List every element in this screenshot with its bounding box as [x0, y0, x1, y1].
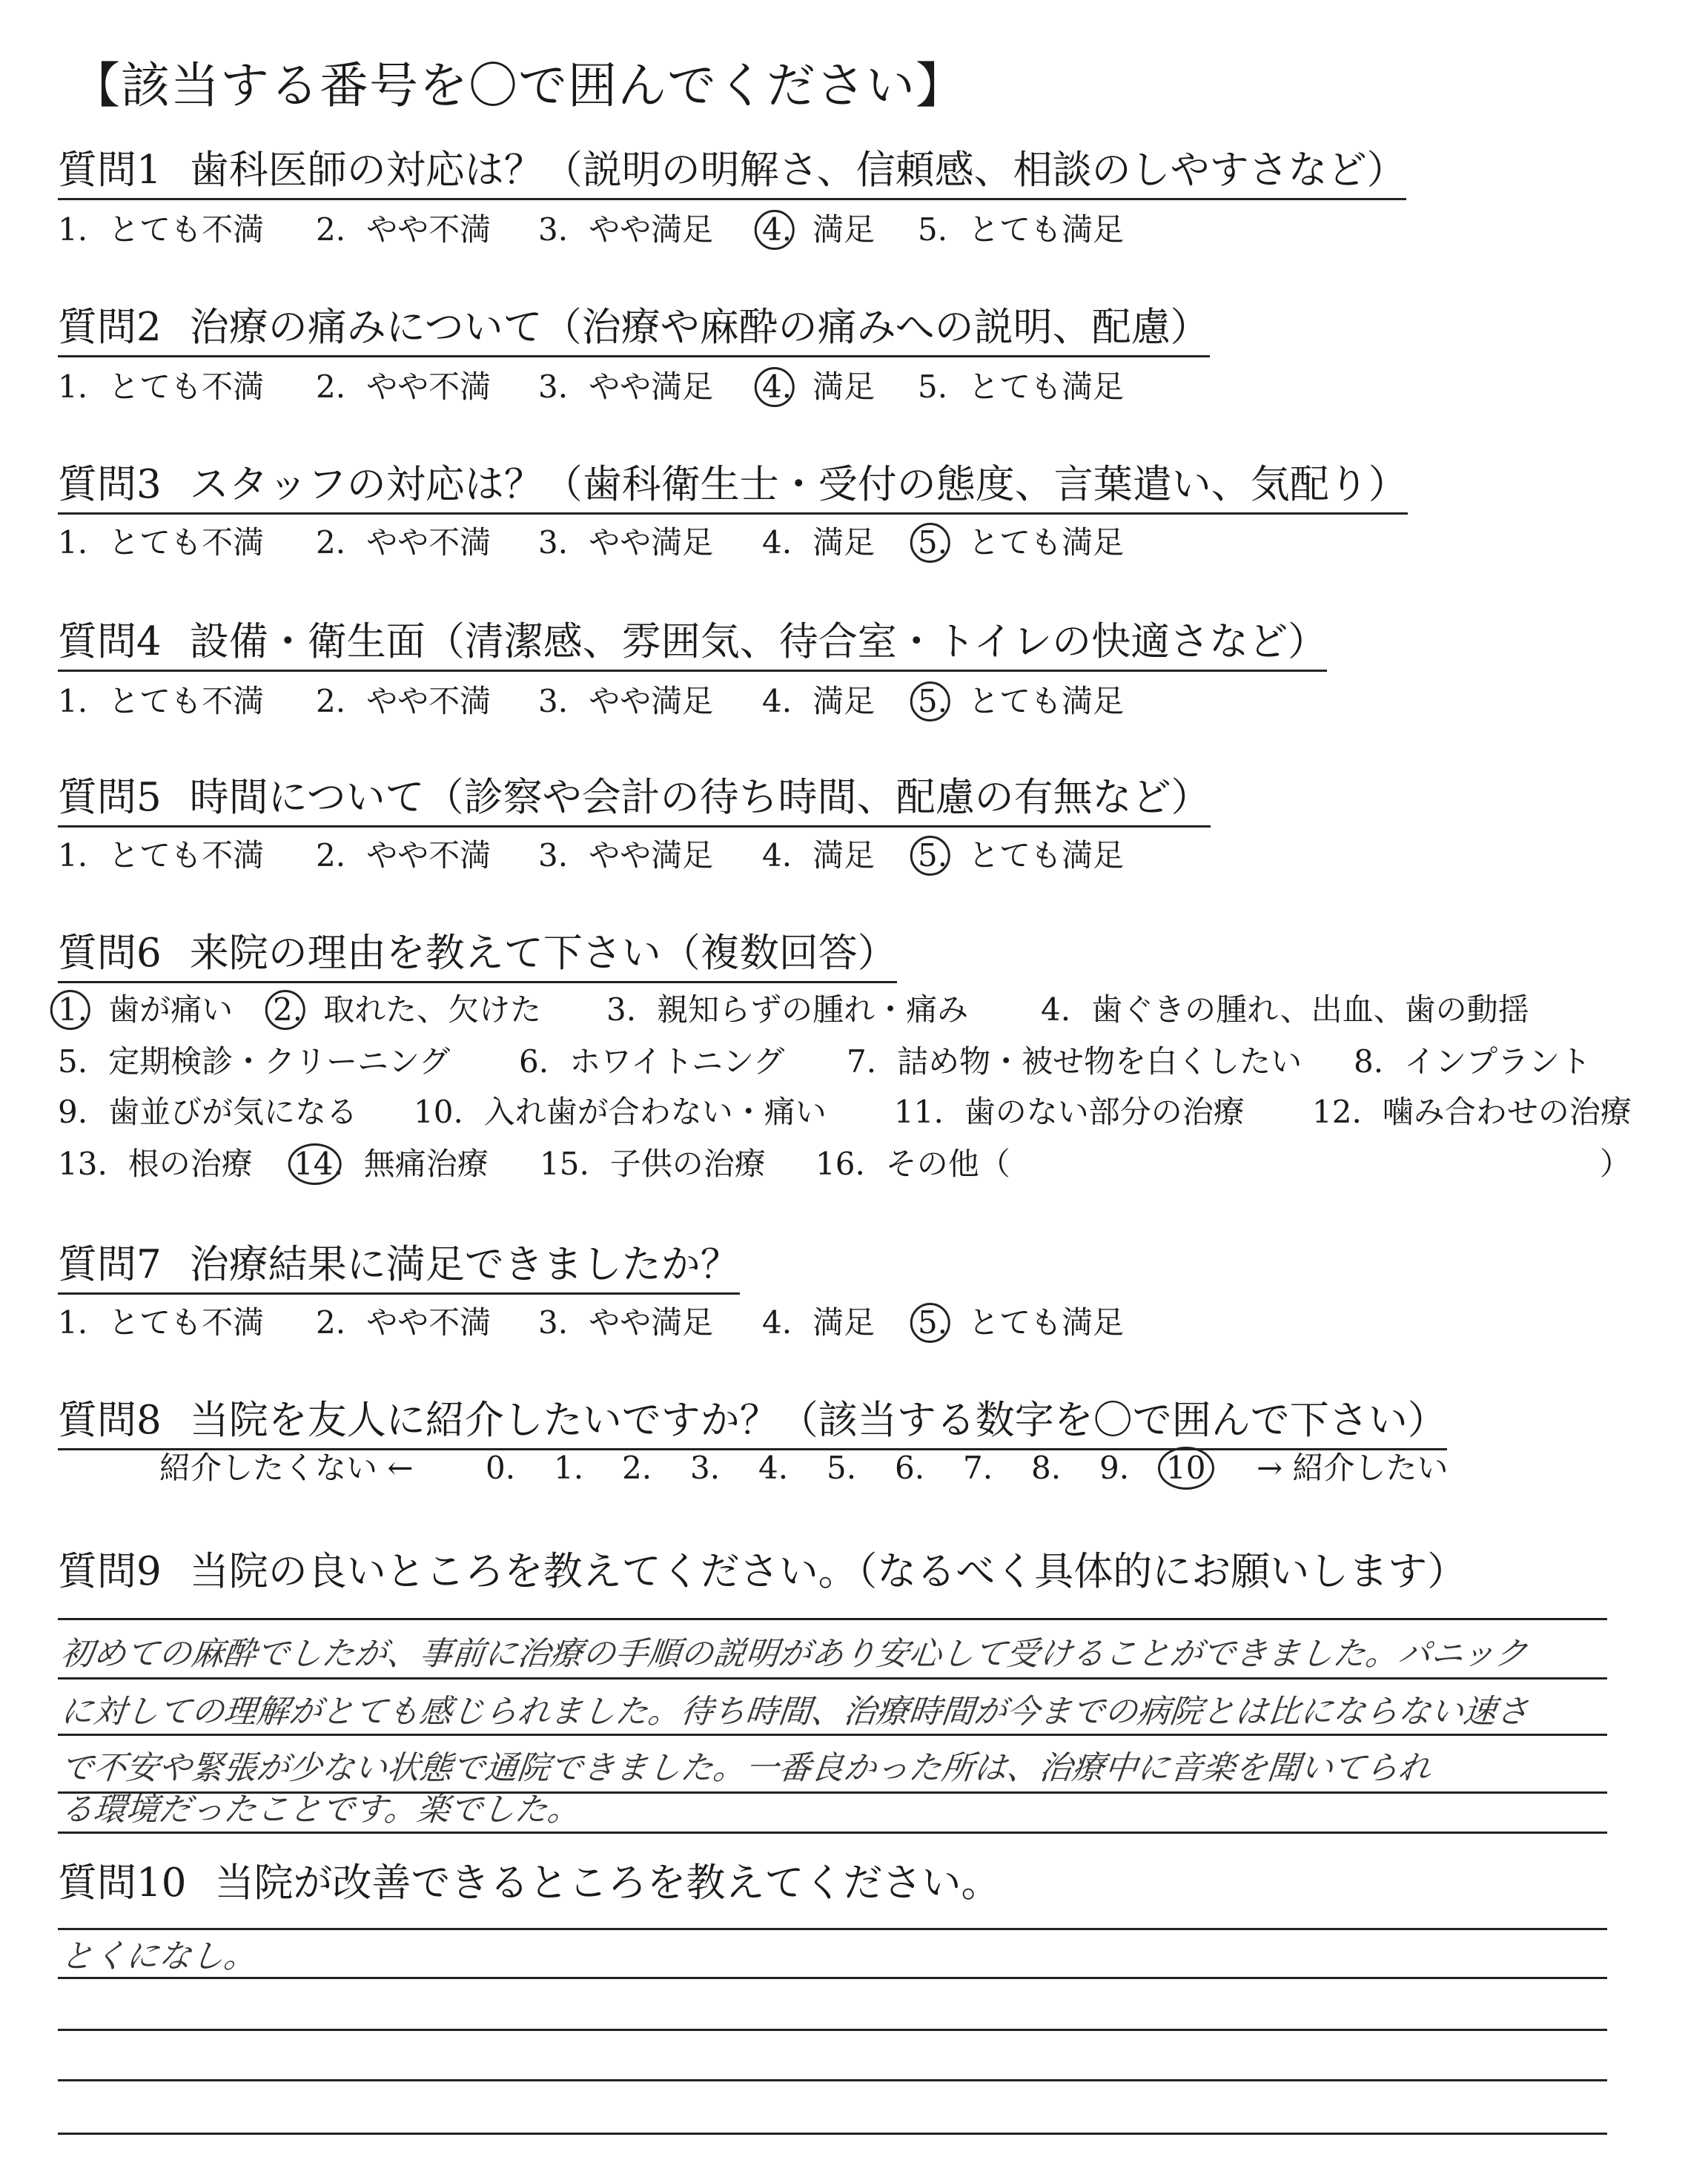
rating-option — [762, 522, 875, 564]
rating-option — [918, 835, 1124, 876]
other-close-paren: ） — [1600, 1146, 1632, 1182]
reason-option: 13. 根の治療 — [58, 1146, 253, 1182]
reason-option: 3. 親知らずの腫れ・痛み — [606, 991, 969, 1028]
reason-option: 1. 歯が痛い — [58, 989, 233, 1031]
question-8-title — [58, 1398, 1447, 1450]
scale-value: 8. — [1031, 1450, 1062, 1486]
rating-option-label: とても満足 — [968, 683, 1125, 719]
answer-line — [58, 1677, 1607, 1680]
question-text: 歯科医師の対応は？（説明の明解さ、信頼感、相談のしやすさなど） — [189, 148, 1406, 193]
rating-option-number: 2. — [316, 524, 346, 561]
answer-line — [58, 2079, 1607, 2081]
question-6-title — [58, 931, 897, 983]
question-label: 質問1 — [58, 148, 162, 193]
scale-value: 4. — [758, 1450, 789, 1486]
scale-left-label: 紹介したくない ← — [159, 1450, 414, 1486]
rating-option-number: 5. — [918, 211, 948, 248]
question-label: 質問8 — [58, 1398, 162, 1443]
rating-option — [918, 1302, 1124, 1344]
rating-option-number: 3. — [538, 524, 569, 561]
question-3-title — [58, 463, 1408, 515]
rating-option-label: やや不満 — [366, 211, 491, 248]
rating-option-number: 5. — [918, 522, 947, 564]
scale-value: 3. — [690, 1450, 721, 1486]
rating-option-label: やや満足 — [589, 683, 714, 719]
rating-option — [918, 366, 1124, 408]
reason-row-3 — [58, 1091, 1652, 1133]
rating-option-label: とても不満 — [108, 524, 265, 561]
question-text: 当院の良いところを教えてください。（なるべく具体的にお願いします） — [189, 1549, 1467, 1594]
scale-value: 2. — [622, 1450, 652, 1486]
rating-option-label: とても不満 — [108, 369, 265, 405]
rating-option-number: 2. — [316, 1304, 346, 1341]
reason-option: 15. 子供の治療 — [540, 1146, 766, 1182]
rating-option-number: 2. — [316, 369, 346, 405]
reason-option: 8. インプラント — [1354, 1043, 1592, 1080]
reason-row-1 — [58, 989, 1652, 1031]
question-label: 質問7 — [58, 1242, 162, 1287]
rating-option — [538, 522, 713, 564]
rating-option-label: とても満足 — [968, 1304, 1125, 1341]
question-9-title — [58, 1550, 1466, 1599]
rating-option — [538, 209, 713, 251]
rating-option-number: 3. — [538, 211, 569, 248]
rating-option — [538, 1302, 713, 1344]
rating-option-label: 満足 — [812, 683, 875, 719]
rating-option-number: 2. — [316, 837, 346, 873]
rating-option — [316, 366, 491, 408]
rating-option-number: 4. — [762, 837, 792, 873]
answer-line — [58, 2029, 1607, 2031]
rating-option — [316, 522, 491, 564]
question-text: 治療の痛みについて（治療や麻酔の痛みへの説明、配慮） — [189, 305, 1210, 350]
rating-option-number: 3. — [538, 683, 569, 719]
rating-option-label: 満足 — [812, 837, 875, 873]
question-text: 設備・衛生面（清潔感、雰囲気、待合室・トイレの快適さなど） — [189, 619, 1328, 664]
reason-option: 2. 取れた、欠けた — [273, 989, 541, 1031]
rating-option-number: 1. — [58, 211, 88, 248]
question-7-title — [58, 1243, 740, 1295]
rating-option-number: 5. — [918, 835, 947, 876]
rating-option-number: 1. — [58, 683, 88, 719]
rating-option-label: 満足 — [812, 211, 875, 248]
rating-option-label: やや満足 — [589, 211, 714, 248]
question-text: 治療結果に満足できましたか？ — [189, 1242, 740, 1287]
handwritten-answer-line: る環境だったことです。楽でした。 — [59, 1791, 583, 1829]
rating-option-number: 1. — [58, 837, 88, 873]
rating-option-number: 2. — [316, 683, 346, 719]
answer-line — [58, 1832, 1607, 1834]
reason-option: 10. 入れ歯が合わない・痛い — [414, 1094, 827, 1130]
question-label: 質問4 — [58, 619, 162, 664]
rating-option-number: 4. — [762, 1304, 792, 1341]
question-label: 質問6 — [58, 931, 162, 976]
rating-option-label: やや満足 — [589, 837, 714, 873]
reason-option: 9. 歯並びが気になる — [58, 1094, 358, 1130]
rating-option-label: やや不満 — [366, 683, 491, 719]
rating-option-label: やや満足 — [589, 524, 714, 561]
reason-option: 16. その他（ — [815, 1146, 1010, 1182]
rating-option — [316, 681, 491, 722]
question-5-title — [58, 776, 1211, 828]
handwritten-answer-line: とくになし。 — [59, 1938, 259, 1975]
reason-option: 12. 噛み合わせの治療 — [1312, 1094, 1632, 1130]
scale-value: 6. — [895, 1450, 925, 1486]
rating-option-label: とても満足 — [968, 837, 1125, 873]
handwritten-answer-line: で不安や緊張が少ない状態で通院できました。一番良かった所は、治療中に音楽を聞いてられ — [59, 1749, 1433, 1787]
rating-option-number: 3. — [538, 369, 569, 405]
scale-right-label: → 紹介したい — [1257, 1450, 1449, 1486]
reason-row-4 — [58, 1143, 1652, 1185]
question-1-title — [58, 148, 1406, 200]
rating-option — [538, 366, 713, 408]
answer-line — [58, 2133, 1607, 2135]
reason-option: 6. ホワイトニング — [519, 1043, 785, 1080]
scale-value: 9. — [1099, 1450, 1130, 1486]
question-label: 質問10 — [58, 1860, 187, 1906]
rating-option — [316, 1302, 491, 1344]
question-text: 時間について（診察や会計の待ち時間、配慮の有無など） — [189, 775, 1211, 820]
rating-option — [538, 835, 713, 876]
rating-option — [918, 681, 1124, 722]
rating-option-number: 5. — [918, 681, 947, 722]
rating-option — [316, 835, 491, 876]
reason-option: 4. 歯ぐきの腫れ、出血、歯の動揺 — [1041, 991, 1529, 1028]
rating-option — [316, 209, 491, 251]
instruction-header: 【該当する番号を〇で囲んでください】 — [71, 57, 965, 114]
rating-option-number: 4. — [762, 524, 792, 561]
rating-option — [58, 366, 264, 408]
handwritten-answer-line: に対しての理解がとても感じられました。待ち時間、治療時間が今までの病院とは比にならない速さ — [59, 1693, 1531, 1731]
rating-option — [58, 522, 264, 564]
reason-option: 7. 詰め物・被せ物を白くしたい — [847, 1043, 1302, 1080]
rating-option-label: やや不満 — [366, 524, 491, 561]
rating-option-number: 2. — [316, 211, 346, 248]
scale-value: 1. — [554, 1450, 584, 1486]
question-2-title — [58, 305, 1210, 357]
rating-option-number: 1. — [58, 1304, 88, 1341]
reason-option: 5. 定期検診・クリーニング — [58, 1043, 451, 1080]
question-label: 質問9 — [58, 1549, 162, 1594]
rating-option — [58, 835, 264, 876]
answer-line — [58, 1734, 1607, 1736]
rating-option-number: 5. — [918, 369, 948, 405]
question-4-title — [58, 620, 1327, 672]
rating-option — [762, 1302, 875, 1344]
rating-option-label: とても満足 — [968, 524, 1125, 561]
answer-line — [58, 1618, 1607, 1620]
rating-option — [762, 209, 875, 251]
scale-value: 0. — [486, 1450, 516, 1486]
scale-value: 7. — [963, 1450, 993, 1486]
rating-option-label: やや不満 — [366, 1304, 491, 1341]
rating-option-label: 満足 — [812, 1304, 875, 1341]
rating-option — [918, 522, 1124, 564]
rating-option — [58, 209, 264, 251]
question-label: 質問3 — [58, 462, 162, 507]
question-text: 当院が改善できるところを教えてください。 — [214, 1860, 1001, 1906]
rating-option — [538, 681, 713, 722]
rating-option-label: 満足 — [812, 369, 875, 405]
question-label: 質問2 — [58, 305, 162, 350]
rating-option-label: とても不満 — [108, 1304, 265, 1341]
rating-option-label: やや満足 — [589, 1304, 714, 1341]
rating-option — [762, 835, 875, 876]
answer-line — [58, 1977, 1607, 1979]
question-text: 当院を友人に紹介したいですか？（該当する数字を〇で囲んで下さい） — [189, 1398, 1447, 1443]
question-label: 質問5 — [58, 775, 162, 820]
rating-option-label: とても満足 — [968, 211, 1125, 248]
rating-option-number: 3. — [538, 837, 569, 873]
reason-option: 14. 無痛治療 — [294, 1143, 489, 1185]
rating-option — [918, 209, 1124, 251]
rating-option-number: 5. — [918, 1302, 947, 1344]
reason-row-2 — [58, 1041, 1652, 1083]
rating-option-label: やや不満 — [366, 369, 491, 405]
question-text: スタッフの対応は？（歯科衛生士・受付の態度、言葉遣い、気配り） — [189, 462, 1408, 507]
rating-option-number: 3. — [538, 1304, 569, 1341]
rating-option — [762, 366, 875, 408]
rating-option-number: 4. — [762, 683, 792, 719]
rating-option-label: やや満足 — [589, 369, 714, 405]
scale-value-selected: 10 — [1166, 1447, 1205, 1489]
rating-option — [58, 1302, 264, 1344]
rating-option-label: 満足 — [812, 524, 875, 561]
question-text: 来院の理由を教えて下さい（複数回答） — [189, 931, 897, 976]
answer-line — [58, 1928, 1607, 1930]
rating-option — [58, 681, 264, 722]
recommend-scale — [159, 1447, 1494, 1489]
rating-option-label: とても不満 — [108, 211, 265, 248]
rating-option-number: 4. — [762, 366, 792, 408]
rating-option-label: とても不満 — [108, 837, 265, 873]
rating-option-label: とても不満 — [108, 683, 265, 719]
rating-option-number: 1. — [58, 524, 88, 561]
rating-option-label: とても満足 — [968, 369, 1125, 405]
reason-option: 11. 歯のない部分の治療 — [894, 1094, 1245, 1130]
question-10-title — [58, 1861, 1000, 1911]
scale-value: 5. — [827, 1450, 857, 1486]
rating-option — [762, 681, 875, 722]
rating-option-label: やや不満 — [366, 837, 491, 873]
rating-option-number: 4. — [762, 209, 792, 251]
handwritten-answer-line: 初めての麻酔でしたが、事前に治療の手順の説明があり安心して受けることができました。パニック — [59, 1635, 1529, 1673]
rating-option-number: 1. — [58, 369, 88, 405]
